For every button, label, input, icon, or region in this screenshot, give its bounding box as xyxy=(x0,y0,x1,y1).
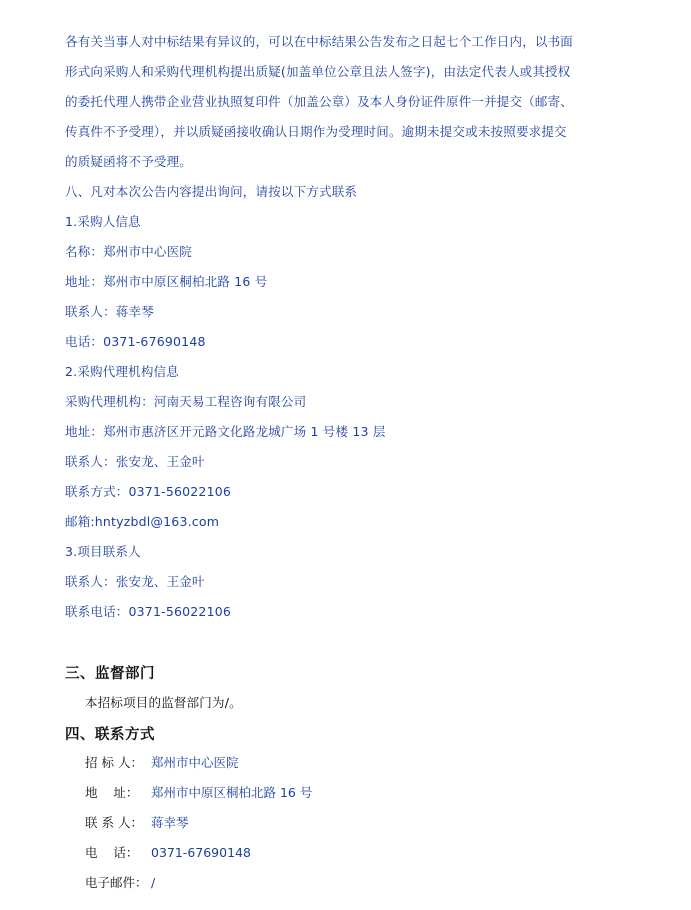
contact-row-bidder xyxy=(85,753,239,771)
contact-label: 招 标 人： xyxy=(85,755,143,770)
contact-info-title: 四、联系方式 xyxy=(65,727,155,743)
objection-paragraph xyxy=(65,33,625,183)
contact-value: 0371-67690148 xyxy=(151,845,251,860)
section8-title: 八、凡对本次公告内容提出询问，请按以下方式联系 xyxy=(65,184,358,199)
paragraph-line: 的质疑函将不予受理。 xyxy=(65,154,193,169)
supervision-text: 本招标项目的监督部门为/。 xyxy=(85,695,242,710)
agency-contact-method: 联系方式：0371-56022106 xyxy=(65,484,232,499)
contact-value: 郑州市中心医院 xyxy=(151,755,239,770)
contact-label: 地 址： xyxy=(85,785,139,800)
contact-value: 蒋幸琴 xyxy=(151,815,189,830)
contact-row-email xyxy=(85,873,155,891)
paragraph-line: 的委托代理人携带企业营业执照复印件（加盖公章）及本人身份证件原件一并提交（邮寄、 xyxy=(65,94,574,109)
project-contact-phone: 联系电话：0371-56022106 xyxy=(65,604,232,619)
contact-value: / xyxy=(151,875,156,890)
paragraph-line: 传真件不予受理），并以质疑函接收确认日期作为受理时间。逾期未提交或未按照要求提交 xyxy=(65,124,567,139)
purchaser-heading: 1.采购人信息 xyxy=(65,214,141,229)
contact-value: 郑州市中原区桐柏北路 16 号 xyxy=(151,785,313,800)
agency-email: 邮箱:hntyzbdl@163.com xyxy=(65,514,220,529)
contact-label: 电 话： xyxy=(85,845,139,860)
project-contact-person: 联系人：张安龙、王金叶 xyxy=(65,574,205,589)
contact-row-person xyxy=(85,813,189,831)
contact-row-phone xyxy=(85,843,251,861)
agency-name: 采购代理机构：河南天易工程咨询有限公司 xyxy=(65,394,307,409)
project-contact-heading: 3.项目联系人 xyxy=(65,544,141,559)
contact-label: 联 系 人： xyxy=(85,815,143,830)
purchaser-name: 名称：郑州市中心医院 xyxy=(65,244,193,259)
paragraph-line: 各有关当事人对中标结果有异议的，可以在中标结果公告发布之日起七个工作日内，以书面 xyxy=(65,34,574,49)
purchaser-address: 地址：郑州市中原区桐柏北路 16 号 xyxy=(65,274,268,289)
contact-row-address xyxy=(85,783,312,801)
agency-address: 地址：郑州市惠济区开元路文化路龙城广场 1 号楼 13 层 xyxy=(65,424,386,439)
purchaser-contact: 联系人：蒋幸琴 xyxy=(65,304,154,319)
supervision-title: 三、监督部门 xyxy=(65,666,155,682)
purchaser-phone: 电话：0371-67690148 xyxy=(65,334,206,349)
paragraph-line: 形式向采购人和采购代理机构提出质疑(加盖单位公章且法人签字)，由法定代表人或其授权 xyxy=(65,64,571,79)
agency-heading: 2.采购代理机构信息 xyxy=(65,364,179,379)
contact-label: 电子邮件： xyxy=(85,875,148,890)
agency-contact: 联系人：张安龙、王金叶 xyxy=(65,454,205,469)
